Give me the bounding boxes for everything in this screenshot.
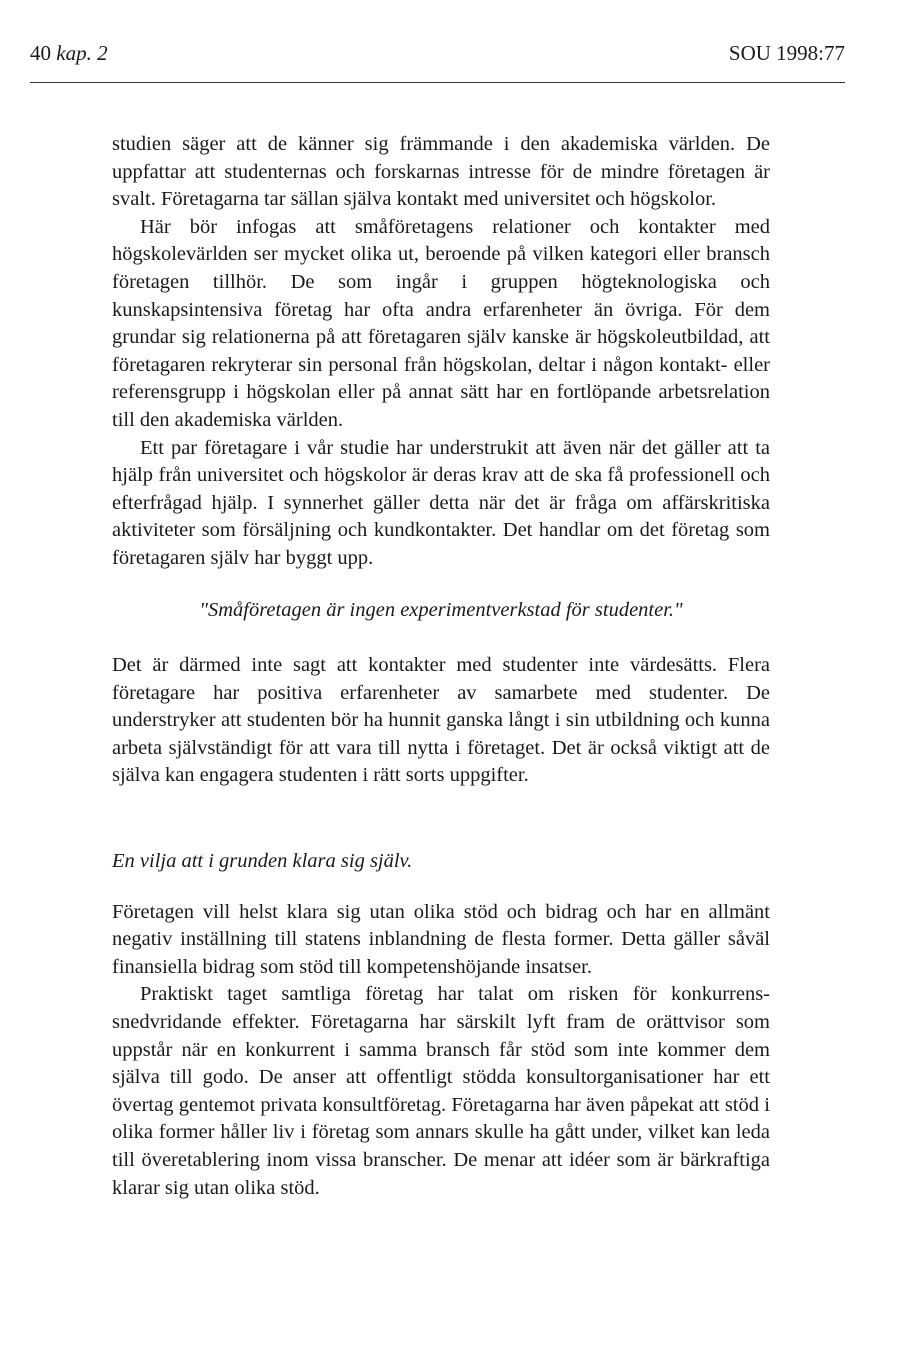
header-rule [30,82,845,83]
paragraph-6: Praktiskt taget samtliga företag har talat om risken för konkurrenssnedvridande effekter. Företagarna har särskilt lyft fram de orättvisor som uppstår när en konkurrent i samma bransch får stöd som inte kommer dem själva till godo. De anser att offentligt stödda konsultorganisationer har ett övertag gentemot privata konsultföretag. Företagarna har även påpekat att stöd i olika former håller liv i företag som annars skulle ha gått under, vilket kan leda till överetablering inom vissa branscher. De menar att idéer som är bärkraftiga klarar sig utan olika stöd. [112,983,770,1199]
section-subheading: En vilja att i grunden klara sig själv. [112,850,413,873]
paragraph-3: Ett par företagare i vår studie har understrukit att även när det gäller att ta hjälp från universitet och högskolor är deras krav att de ska få professionell och efterfrågad hjälp. I synnerhet gäller detta när det är fråga om affärskritiska aktiviteter som försäljning och kundkontakter. Det handlar om det företag som företagaren själv har byggt upp. [112,436,770,569]
paragraph-1: studien säger att de känner sig främmande i den akademiska världen. De uppfattar att studenternas och forskarnas intresse för de mindre företagen är svalt. Företagarna tar sällan själva kontakt med universitet och högskolor. [112,133,770,211]
paragraph-5: Företagen vill helst klara sig utan olika stöd och bidrag och har en allmänt negativ inställning till statens inblandning de flesta former. Detta gäller såväl finansiella bidrag som stöd till kompetenshöjande insatser. [112,900,770,978]
body-text [112,131,770,1202]
page-number: 40 [30,41,51,65]
series-label: SOU 1998:77 [728,41,845,65]
paragraph-2: Här bör infogas att småföretagens relationer och kontakter med högskolevärlden ser mycket olika ut, beroende på vilken kategori eller bransch företagen tillhör. De som ingår i gruppen högteknologiska och kunskapsintensiva företag har ofta andra erfarenheter än övriga. För dem grundar sig relationerna på att företagaren själv kanske är högskoleutbildad, att företagaren rekryterar sin personal från högskolan, deltar i någon kontakt- eller referensgrupp i högskolan eller på annat sätt har en fortlöpande arbetsrelation till den akademiska världen. [112,215,770,431]
chapter-label: kap. 2 [56,41,108,65]
header-left [30,40,108,66]
paragraph-4: Det är därmed inte sagt att kontakter med studenter inte värdesätts. Flera företagare har positiva erfarenheter av samarbete med studenter. De understryker att studenten bör ha hunnit ganska långt i sin utbildning och kunna arbeta självständigt för att vara till nytta i företaget. Det är också viktigt att de själva kan engagera studenten i rätt sorts uppgifter. [112,654,770,787]
pull-quote: "Småföretagen är ingen experimentverkstad för studenter." [199,598,683,621]
